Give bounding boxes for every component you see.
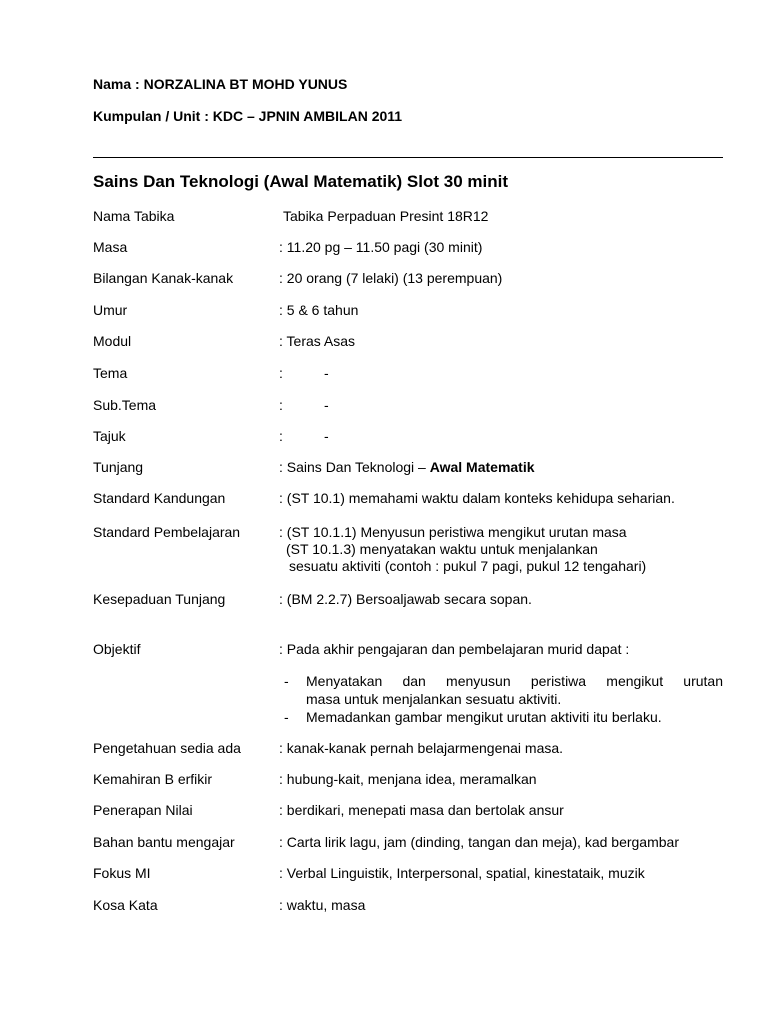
kumpulan-separator: : [204,108,213,124]
colon-tajuk: : [279,428,283,444]
value-nama-tabika: Tabika Perpaduan Presint 18R12 [283,208,489,224]
label-standard-pembelajaran: Standard Pembelajaran [93,524,241,540]
label-bilangan: Bilangan Kanak-kanak [93,270,234,286]
objektif-bullet-2: Memadankan gambar mengikut urutan aktiviti itu berlaku. [306,709,662,725]
colon-subtema: : [279,397,283,413]
label-modul: Modul [93,333,132,349]
label-tajuk: Tajuk [93,428,126,444]
tunjang-prefix: : Sains Dan Teknologi – [279,459,430,475]
value-standard-pembelajaran-2: (ST 10.1.3) menyatakan waktu untuk menjalankan [286,541,598,557]
kumpulan-line [93,108,402,124]
nama-line [93,76,347,92]
value-kesepaduan: : (BM 2.2.7) Bersoaljawab secara sopan. [279,591,532,607]
label-penerapan: Penerapan Nilai [93,802,193,818]
label-kosa-kata: Kosa Kata [93,897,158,913]
label-masa: Masa [93,239,128,255]
value-tajuk: - [324,428,329,444]
nama-value: NORZALINA BT MOHD YUNUS [143,76,348,92]
value-kemahiran: : hubung-kait, menjana idea, meramalkan [279,771,537,787]
page-title: Sains Dan Teknologi (Awal Matematik) Slot 30 minit [93,172,509,191]
value-tunjang [279,459,535,475]
label-kesepaduan: Kesepaduan Tunjang [93,591,226,607]
value-tema: - [324,365,329,381]
label-umur: Umur [93,302,128,318]
colon-tema: : [279,365,283,381]
kumpulan-value: KDC – JPNIN AMBILAN 2011 [212,108,403,124]
value-kosa-kata: : waktu, masa [279,897,366,913]
value-umur: : 5 & 6 tahun [279,302,359,318]
value-masa: : 11.20 pg – 11.50 pagi (30 minit) [279,239,483,255]
value-standard-kandungan: : (ST 10.1) memahami waktu dalam konteks kehidupa seharian. [279,490,675,506]
label-objektif: Objektif [93,641,141,657]
objektif-bullet-2-mark: - [284,709,289,725]
value-bahan: : Carta lirik lagu, jam (dinding, tangan dan meja), kad bergambar [279,834,679,850]
label-standard-kandungan: Standard Kandungan [93,490,226,506]
kumpulan-label: Kumpulan / Unit [93,108,201,124]
label-nama-tabika: Nama Tabika [93,208,175,224]
label-pengetahuan: Pengetahuan sedia ada [93,740,241,756]
label-fokus: Fokus MI [93,865,151,881]
value-subtema: - [324,397,329,413]
objektif-bullet-1-mark: - [284,673,289,689]
label-kemahiran: Kemahiran B erfikir [93,771,213,787]
objektif-bullet-1-line-2: masa untuk menjalankan sesuatu aktiviti. [306,691,562,707]
value-pengetahuan: : kanak-kanak pernah belajarmengenai masa. [279,740,564,756]
label-subtema: Sub.Tema [93,397,157,413]
header-divider [93,157,723,158]
value-penerapan: : berdikari, menepati masa dan bertolak ansur [279,802,564,818]
value-standard-pembelajaran-1: : (ST 10.1.1) Menyusun peristiwa mengikut urutan masa [279,524,627,540]
nama-label: Nama [93,76,132,92]
objektif-bullet-1-line-1: Menyatakan dan menyusun peristiwa mengikut urutan [306,673,723,689]
label-tunjang: Tunjang [93,459,144,475]
value-modul: : Teras Asas [279,333,356,349]
label-tema: Tema [93,365,128,381]
value-fokus: : Verbal Linguistik, Interpersonal, spatial, kinestataik, muzik [279,865,645,881]
value-standard-pembelajaran-3: sesuatu aktiviti (contoh : pukul 7 pagi, pukul 12 tengahari) [289,558,647,574]
value-bilangan: : 20 orang (7 lelaki) (13 perempuan) [279,270,503,286]
label-bahan: Bahan bantu mengajar [93,834,235,850]
value-objektif: : Pada akhir pengajaran dan pembelajaran murid dapat : [279,641,630,657]
nama-separator: : [135,76,144,92]
tunjang-bold: Awal Matematik [429,459,535,475]
